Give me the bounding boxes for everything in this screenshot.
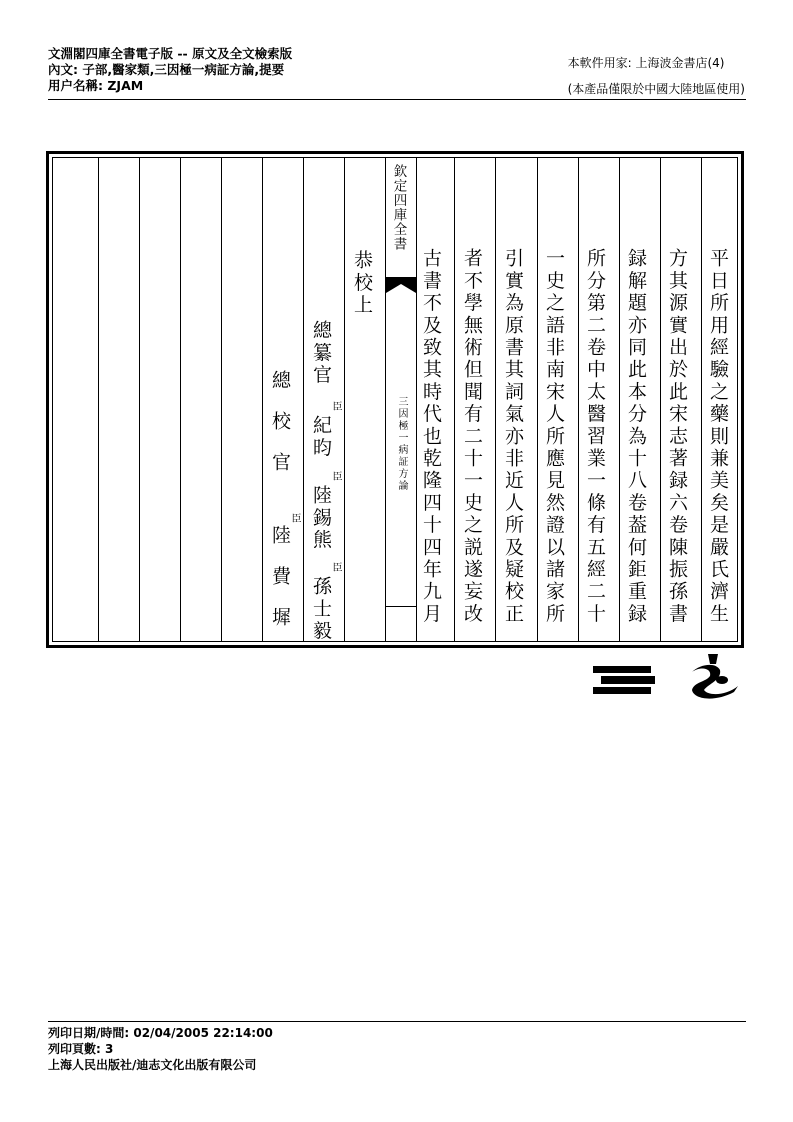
header-username: 用户名稱: ZJAM: [48, 78, 144, 93]
compilers-label: 總纂官: [310, 320, 332, 387]
compiler-name: 紀昀: [310, 415, 332, 460]
column-divider: [98, 158, 99, 641]
column-divider: [180, 158, 181, 641]
column-divider: [454, 158, 455, 641]
footer: [48, 1025, 273, 1073]
text-column-3: 録解題亦同此本分為十八卷葢何鉅重録: [625, 248, 647, 626]
footer-divider: [48, 1021, 746, 1022]
chen-mark: 臣: [289, 513, 300, 527]
column-divider: [303, 158, 304, 641]
text-column-1: 平日所用經驗之藥則兼美矣是嚴氏濟生: [707, 248, 729, 626]
publisher-line: 上海人民出版社/迪志文化出版有限公司: [48, 1058, 257, 1072]
text-column-8: 古書不及致其時代也乾隆四十四年九月: [420, 248, 442, 626]
column-divider: [619, 158, 620, 641]
publisher-seal-icon: [686, 652, 742, 704]
column-divider: [262, 158, 263, 641]
compiler-name: 陸錫熊: [310, 485, 332, 552]
text-column-5: 一史之語非南宋人所應見然證以諸家所: [543, 248, 565, 626]
header-right: [568, 50, 745, 102]
column-divider: [660, 158, 661, 641]
text-column-2: 方其源實出於此宋志著録六卷陳振孫書: [666, 248, 688, 626]
book-title-header: 欽定四庫全書: [390, 164, 407, 251]
column-divider: [221, 158, 222, 641]
text-column-7: 者不學無術但聞有二十一史之説遂妄改: [461, 248, 483, 626]
column-divider: [139, 158, 140, 641]
header-divider: [48, 99, 746, 100]
book-title-fold: 三因極一病証方論: [396, 396, 407, 492]
column-divider: [495, 158, 496, 641]
gongjiao-text: 恭校上: [351, 250, 373, 317]
chen-mark: 臣: [330, 401, 341, 415]
text-column-4: 所分第二卷中太醫習業一條有五經二十: [584, 248, 606, 626]
compiler-name: 孫士毅: [310, 576, 332, 643]
column-divider: [701, 158, 702, 641]
proofreader-label: 總校官: [269, 370, 291, 493]
print-page-count: 列印頁數: 3: [48, 1042, 114, 1056]
book-page-frame: [46, 151, 744, 648]
header-licensee: 本軟件用家: 上海波金書店(4): [567, 56, 725, 70]
header-title: 文淵閣四庫全書電子版 -- 原文及全文檢索版: [48, 46, 293, 61]
header-content-path: 內文: 子部,醫家類,三因極一病証方論,提要: [48, 62, 285, 77]
chen-mark: 臣: [330, 562, 341, 576]
column-divider: [416, 158, 417, 641]
column-divider: [578, 158, 579, 641]
column-divider: [385, 158, 386, 641]
print-datetime: 列印日期/時間: 02/04/2005 22:14:00: [48, 1026, 273, 1040]
chen-mark: 臣: [330, 471, 341, 485]
fishtail-mark-icon: [386, 277, 416, 297]
header-left: [48, 46, 292, 94]
text-column-6: 引實為原書其詞氣亦非近人所及疑校正: [502, 248, 524, 626]
header-license-note: (本產品僅限於中國大陸地區使用): [567, 82, 745, 96]
proofreader-name: 陸費墀: [269, 525, 291, 648]
book-page-inner-border: [52, 157, 738, 648]
fold-rule: [386, 606, 416, 607]
publisher-logo-icon: [593, 664, 655, 696]
column-divider: [537, 158, 538, 641]
column-divider: [344, 158, 345, 641]
